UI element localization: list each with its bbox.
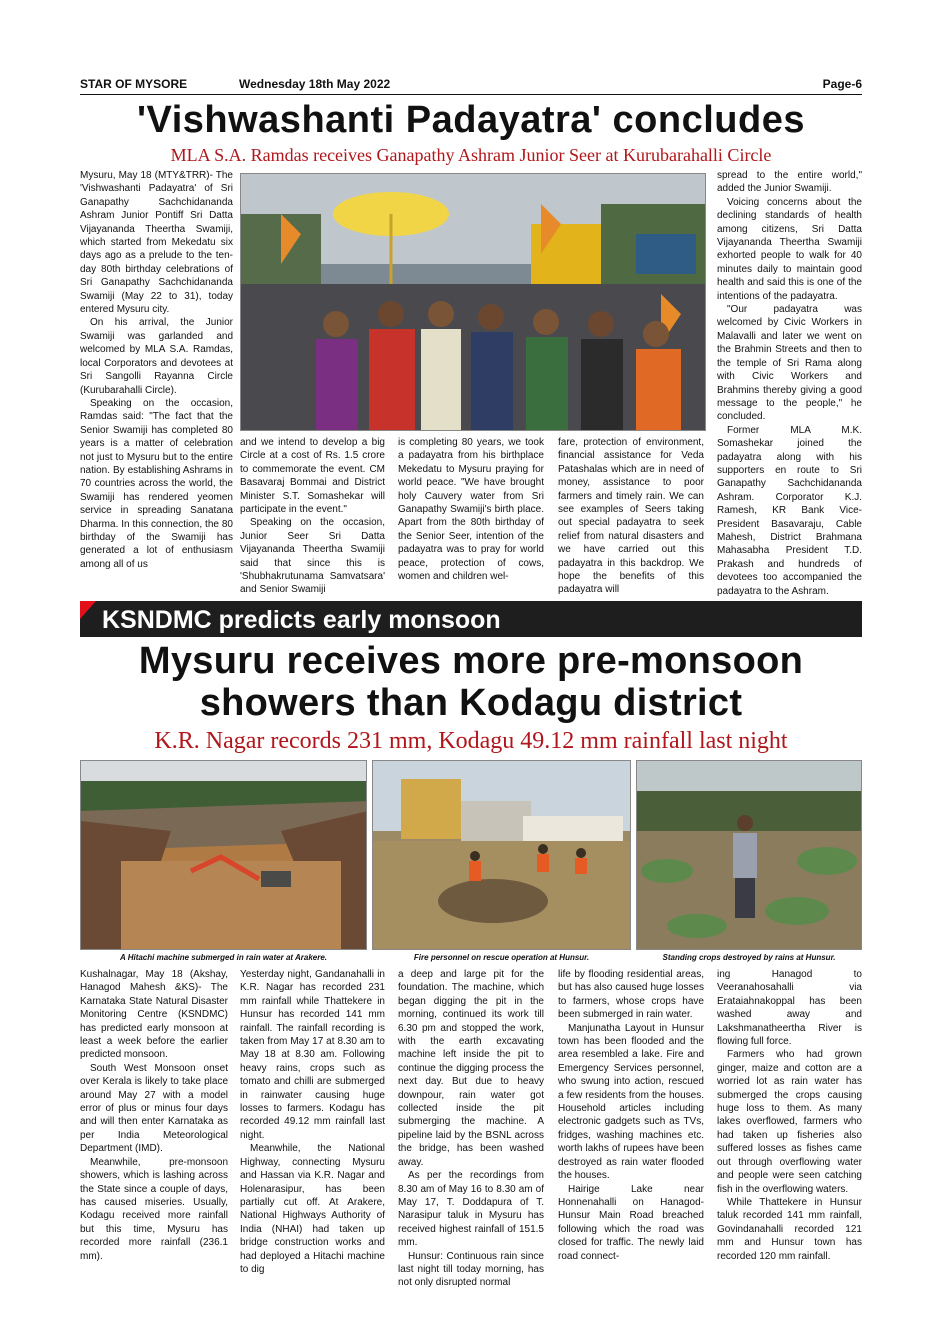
paragraph: life by flooding residential areas, but has also caused huge losses to farmers, whose crops have been submerged in rain water. — [558, 969, 704, 1021]
masthead — [80, 77, 862, 93]
issue-date: Wednesday 18th May 2022 — [239, 77, 391, 91]
hunsur-crops-photo-illustration — [637, 761, 862, 950]
padayatra-photo-illustration — [241, 174, 706, 431]
paragraph: Voicing concerns about the declining standards of health among citizens, Sri Datta Vijayananda Theertha Swamiji exhorted people to walk for 40 minutes daily to maintain good health and said this is one of the intentions of the padayatra. — [717, 196, 862, 302]
story2-headline-line-1: Mysuru receives more pre-monsoon — [138, 640, 804, 682]
story2-column-4 — [558, 968, 704, 1268]
paragraph: Hairige Lake near Honnenahalli on Hanagod-Hunsur Main Road breached following which the road was closed for traffic. The newly laid road connect- — [558, 1183, 704, 1262]
story2-column-5 — [717, 968, 862, 1268]
hunsur-rescue-photo — [372, 760, 631, 950]
arakere-photo — [80, 760, 367, 950]
paragraph: South West Monsoon onset over Kerala is likely to take place around May 27 with a model error of plus or minus four days and will then enter Karnataka as per India Meteorological Department (IMD). — [80, 1062, 228, 1155]
paragraph: Yesterday night, Gandanahalli in K.R. Nagar has recorded 231 mm rainfall while Thattekere in Hunsur has recorded 141 mm rainfall. The rainfall recording is taken from May 17 at 8.30 am to May 18 at 8.30 am. Following heavy rains, crops such as tomato and chilli are submerged in rainwater causing huge losses to farmers. Kodagu has recorded 49.12 mm rainfall last night. — [240, 969, 385, 1141]
arakere-photo-illustration — [81, 761, 367, 950]
story1-column-5 — [717, 169, 862, 597]
story2-column-1 — [80, 968, 228, 1268]
story2-headline — [80, 640, 862, 724]
paper-name: STAR OF MYSORE — [80, 77, 188, 91]
paragraph: a deep and large pit for the foundation. The machine, which began digging the pit in the morning, continued its work till 6.30 pm and stopped the work, with the earth excavating machine left inside the pit to continue the digging process the next day. But due to heavy downpour, rain water got collected inside the pit submerging the machine. A pipeline laid by the BSNL across the bridge, has been washed away. — [398, 969, 544, 1168]
banner-accent — [80, 601, 96, 619]
paragraph: Meanwhile, pre-monsoon showers, which is lashing across the State since a couple of days, has caused miseries. Usually, Kodagu received more rainfall but this time, Mysuru has recorded more rainfall (236.1 mm). — [80, 1156, 228, 1262]
paragraph: Mysuru, May 18 (MTY&TRR)- The 'Vishwashanti Padayatra' of Sri Ganapathy Sachchidananda Ashram Junior Pontiff Sri Datta Vijayananda Theertha Swamiji, which started from Mekedatu six days ago as a prelude to the ten-day 80th birthday celebrations of Sri Ganapathy Sachchidananda Swamiji (May 22 to 31), today entered Mysuru city. — [80, 170, 233, 316]
paragraph: Meanwhile, the National Highway, connecting Mysuru and Hassan via K.R. Nagar and Holenarasipur, has been partially cut off. At Arakere, National Highways Authority of India (NHAI) had taken up bridge construction works and had deployed a Hitachi machine to dig — [240, 1143, 385, 1275]
story1-column-2 — [240, 436, 385, 594]
paragraph: fare, protection of environment, financial assistance for Veda Patashalas which are in need of money, assistance to poor farmers and timely rain. We can see examples of Seers taking out special padayatra to seek relief from natural disasters and we have carried out this padayatra in this backdrop. We hope the benefits of this padayatra will — [558, 437, 704, 596]
story2-subhead: K.R. Nagar records 231 mm, Kodagu 49.12 mm rainfall last night — [154, 728, 788, 754]
paragraph: While Thattekere in Hunsur taluk recorded 141 mm rainfall, Govindanahalli recorded 121 mm and Hunsur town has recorded 120 mm rainfall. — [717, 1196, 862, 1262]
story2-headline-line-2: showers than Kodagu district — [199, 682, 743, 724]
paragraph: Speaking on the occasion, Ramdas said: "The fact that the Senior Swamiji has completed 80 years is a matter of celebration not just to Mysuru but to the entire nation. By establishing Ashrams in 70 countries across the world, the Swamiji has rendered yeomen service in spreading Sanatana Dharma. In this connection, the 80 birthday of the Swamiji has generated a lot of enthusiasm among all of us — [80, 397, 233, 570]
paragraph: As per the recordings from 8.30 am of May 16 to 8.30 am of May 17, T. Doddapura of T. Narasipur taluk in Mysuru has received highest rainfall of 151.5 mm. — [398, 1170, 544, 1249]
page-number: Page-6 — [822, 77, 862, 91]
hunsur-crops-photo — [636, 760, 862, 950]
story1-column-4 — [558, 436, 704, 594]
paragraph: and we intend to develop a big Circle at a cost of Rs. 1.5 crore to commemorate the event. CM Basavaraj Bommai and District Minister S.T. Somashekar will participate in the event." — [240, 437, 385, 516]
hunsur-crops-caption: Standing crops destroyed by rains at Hunsur. — [662, 953, 836, 962]
paragraph: Manjunatha Layout in Hunsur town has been flooded and the area resembled a lake. Fire and Emergency Services personnel, who swung into action, rescued a few residents from the houses. Household articles including electronic gadgets such as TVs, fridges, washing machines etc. worth lakhs of rupees have been destroyed as rain water flooded the houses. — [558, 1022, 704, 1182]
story1-column-3 — [398, 436, 544, 594]
story2-column-2 — [240, 968, 385, 1275]
hunsur-rescue-photo-illustration — [373, 761, 631, 950]
paragraph: Kushalnagar, May 18 (Akshay, Hanagod Mahesh &KS)- The Karnataka State Natural Disaster Monitoring Centre (KSNDMC) has predicted early monsoon at least a week before the earlier predicted monsoon. — [80, 969, 228, 1061]
paragraph: On his arrival, the Junior Swamiji was garlanded and welcomed by MLA S.A. Ramdas, local Corporators and devotees at Sri Sangolli Rayanna Circle (Kurubarahalli Circle). — [80, 317, 233, 396]
story2-column-3 — [398, 968, 544, 1289]
banner-label: KSNDMC predicts early monsoon — [102, 606, 501, 634]
paragraph: Former MLA M.K. Somashekar joined the padayatra along with his supporters en route to Sri Ganapathy Sachchidananda Ashram. Corporator K.J. Ramesh, KR Bank Vice-President Basavaraju, Cable Mahesh, District Brahmana Mahasabha President T.D. Prakash and hundreds of devotees too accompanied the padayatra to the Ashram. — [717, 424, 862, 597]
hunsur-rescue-caption: Fire personnel on rescue operation at Hunsur. — [413, 953, 590, 962]
paragraph: "Our padayatra was welcomed by Civic Workers in Malavalli and later we went on the Brahmin Streets and then to the temple of Sri Rama along with Civic Workers and Brahmins thereby giving a good message to the people," he concluded. — [717, 304, 862, 423]
paragraph: Speaking on the occasion, Junior Seer Sri Datta Vijayananda Theertha Swamiji said that since this is 'Shubhakrutunama Samvatsara' and Senior Swamiji — [240, 517, 385, 596]
story1-subhead: MLA S.A. Ramdas receives Ganapathy Ashram Junior Seer at Kurubarahalli Circle — [170, 145, 772, 165]
paragraph: Hunsur: Continuous rain since last night till today morning, has not only disrupted normal — [398, 1250, 544, 1289]
arakere-caption: A Hitachi machine submerged in rain water at Arakere. — [119, 953, 328, 962]
story1-column-1 — [80, 169, 233, 594]
paragraph: ing Hanagod to Veeranahosahalli via Erataiahnakoppal has been washed away and Lakshmanatheertha River is flowing full force. — [717, 969, 862, 1048]
masthead-rule — [80, 94, 862, 95]
paragraph: spread to the entire world," added the Junior Swamiji. — [717, 170, 862, 195]
story2-banner — [80, 601, 862, 637]
paragraph: is completing 80 years, we took a padayatra from his birthplace Mekedatu to Mysuru praying for world peace. "We have brought holy Cauvery water from Sri Ganapathy Swamiji's birth place. Apart from the 80th birthday of the Senior Seer, intention of the padayatra was to pray for world peace, protection of cows, women and children wel- — [398, 437, 544, 583]
padayatra-photo — [240, 173, 706, 431]
paragraph: Farmers who had grown ginger, maize and cotton are a worried lot as rain water has submerged the crops causing huge loss to them. As many lakes overflowed, farmers who had taken up fisheries also suffered losses as fishes came out through overflowing water and people were seen catching fish in the overflowing waters. — [717, 1049, 862, 1195]
story1-headline: 'Vishwashanti Padayatra' concludes — [137, 99, 805, 141]
